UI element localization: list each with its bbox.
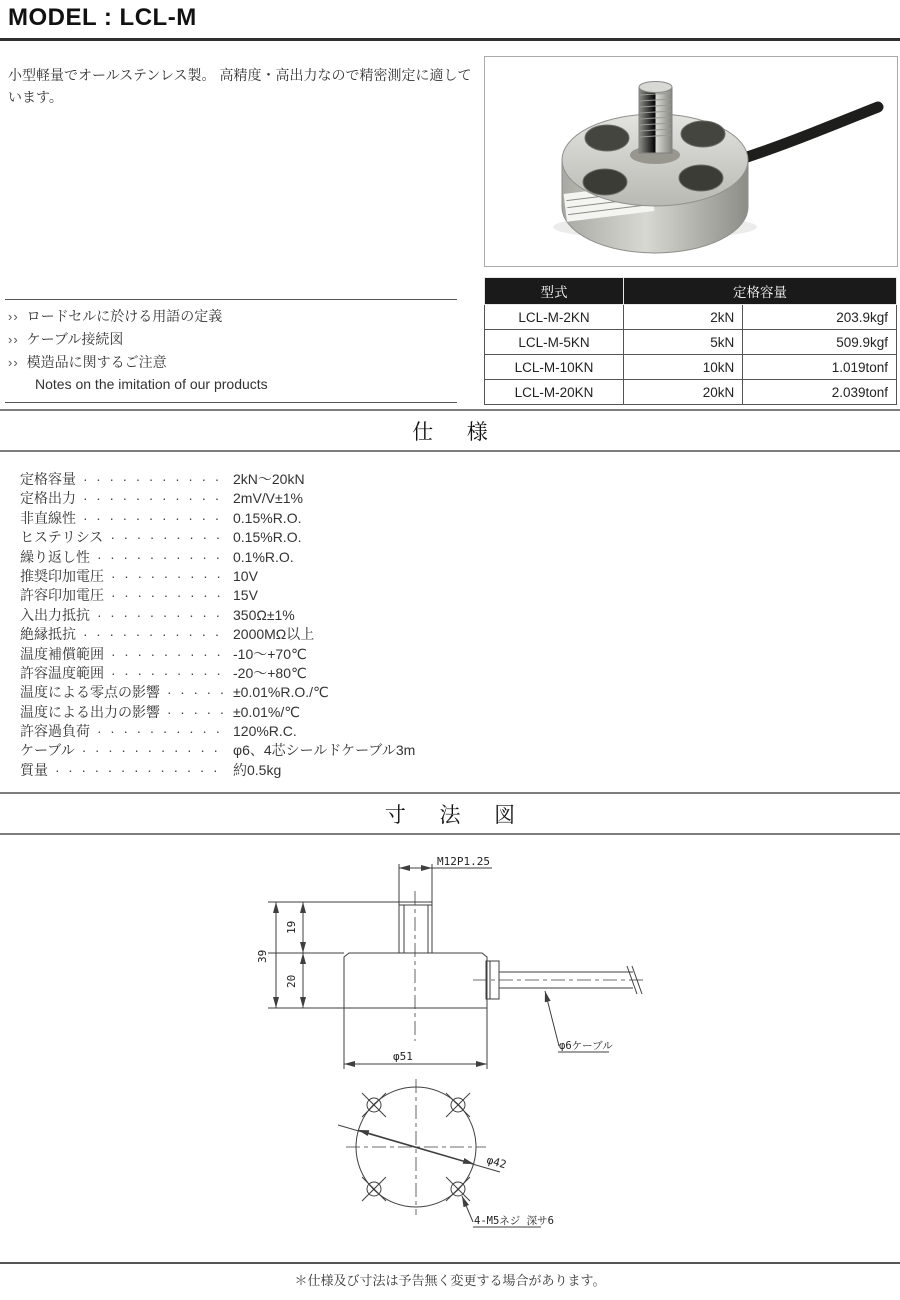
- model-cell: LCL-M-20KN: [485, 380, 624, 405]
- spec-label: 絶縁抵抗: [20, 626, 76, 643]
- page-title: MODEL : LCL-M: [8, 4, 197, 31]
- body-outline: [344, 953, 487, 1008]
- title-rule: [0, 38, 900, 41]
- spec-label: 推奨印加電圧: [20, 567, 104, 584]
- bolt-hole: [585, 125, 629, 151]
- ratings-row: [485, 380, 897, 405]
- bolt-hole: [679, 165, 723, 191]
- spec-leader-dots: ···········: [83, 490, 228, 507]
- bolt-circle-diameter-dimension: φ42: [485, 1153, 508, 1172]
- capacity-kn-cell: 20kN: [624, 380, 743, 405]
- spec-row: [20, 625, 620, 644]
- spec-row: [20, 489, 620, 508]
- related-link-label: ロードセルに於ける用語の定義: [26, 308, 223, 324]
- bolt-hole: [583, 169, 627, 195]
- bolt-hole: [681, 121, 725, 147]
- spec-label: 定格出力: [20, 490, 76, 507]
- spec-leader-dots: ···········: [83, 509, 228, 526]
- spec-leader-dots: ·········: [111, 587, 230, 604]
- spec-value: 120%R.C.: [233, 723, 297, 740]
- stud-height-dimension: 19: [285, 920, 298, 934]
- body-diameter-dimension: φ51: [393, 1050, 413, 1063]
- spec-label: 繰り返し性: [20, 548, 90, 565]
- spec-row: [20, 703, 620, 722]
- spec-list: [20, 470, 620, 780]
- spec-leader-dots: ··········: [97, 606, 229, 623]
- product-photo-box: [484, 56, 898, 267]
- spec-leader-dots: ·········: [110, 529, 229, 546]
- spec-value: 2kN～20kN: [233, 471, 305, 487]
- spec-leader-dots: ·····: [167, 684, 233, 701]
- spec-value: 0.15%R.O.: [233, 529, 302, 546]
- spec-label: 温度による零点の影響: [20, 684, 160, 701]
- threaded-stud: [639, 82, 672, 154]
- dimensional-drawing: [0, 845, 900, 1255]
- spec-row: [20, 586, 620, 605]
- spec-label: ケーブル: [20, 742, 75, 759]
- spec-leader-dots: ·········: [111, 664, 230, 681]
- spec-label: 許容温度範囲: [20, 664, 104, 681]
- spec-leader-dots: ·········: [111, 645, 230, 662]
- double-chevron-icon: ››: [8, 332, 19, 347]
- spec-value: 350Ω±1%: [233, 606, 295, 623]
- spec-label: 非直線性: [20, 509, 76, 526]
- cable-leader-label: φ6ケーブル: [559, 1040, 613, 1052]
- spec-row: [20, 509, 620, 528]
- capacity-kn-cell: 10kN: [624, 355, 743, 380]
- spec-label: 定格容量: [20, 471, 76, 487]
- spec-row: [20, 761, 620, 780]
- body-height-dimension: 20: [285, 974, 298, 988]
- spec-label: 許容過負荷: [20, 723, 90, 740]
- spec-value: -20～+80℃: [233, 664, 307, 681]
- spec-section-header: [0, 409, 900, 452]
- total-height-dimension: 39: [256, 949, 269, 963]
- spec-value: φ6、4芯シールドケーブル3m: [233, 742, 416, 759]
- spec-label: 温度補償範囲: [20, 645, 104, 662]
- product-photo: [485, 57, 897, 266]
- spec-row: [20, 741, 620, 760]
- spec-leader-dots: ···········: [83, 626, 228, 643]
- dimensions-section-header: [0, 792, 900, 835]
- related-link[interactable]: [5, 328, 457, 351]
- spec-value: ±0.01%/℃: [233, 703, 300, 720]
- spec-leader-dots: ·····: [167, 703, 233, 720]
- spec-label: 許容印加電圧: [20, 587, 104, 604]
- spec-value: -10～+70℃: [233, 645, 307, 662]
- ratings-table: [484, 277, 897, 405]
- spec-row: [20, 470, 620, 489]
- footer-rule: [0, 1262, 900, 1264]
- spec-leader-dots: ···········: [83, 471, 228, 487]
- spec-leader-dots: ··········: [97, 723, 229, 740]
- related-link-subtitle: Notes on the imitation of our products: [35, 376, 268, 392]
- capacity-kn-cell: 2kN: [624, 305, 743, 330]
- spec-label: 温度による出力の影響: [20, 703, 160, 720]
- spec-leader-dots: ·············: [55, 761, 227, 778]
- spec-label: 入出力抵抗: [20, 606, 90, 623]
- ratings-row: [485, 305, 897, 330]
- model-cell: LCL-M-2KN: [485, 305, 624, 330]
- ratings-col-capacity: 定格容量: [624, 278, 897, 305]
- spec-section-title: 仕様: [412, 420, 522, 444]
- spec-value: 0.1%R.O.: [233, 548, 294, 565]
- cable: [735, 107, 878, 161]
- capacity-converted-cell: 509.9kgf: [743, 330, 897, 355]
- spec-value: ±0.01%R.O./℃: [233, 684, 329, 701]
- dimensions-section-title: 寸法図: [384, 803, 549, 827]
- related-links: [5, 299, 457, 403]
- spec-row: [20, 664, 620, 683]
- related-link-label: 模造品に関するご注意: [26, 354, 167, 370]
- spec-leader-dots: ·········: [111, 567, 230, 584]
- spec-row: [20, 722, 620, 741]
- spec-row: [20, 567, 620, 586]
- capacity-converted-cell: 1.019tonf: [743, 355, 897, 380]
- spec-row: [20, 528, 620, 547]
- related-link[interactable]: [5, 305, 457, 328]
- spec-value: 2000MΩ以上: [233, 626, 315, 643]
- bottom-view: [338, 1079, 554, 1227]
- model-cell: LCL-M-5KN: [485, 330, 624, 355]
- spec-value: 10V: [233, 567, 258, 584]
- spec-leader-dots: ··········: [97, 548, 229, 565]
- screw-leader-label: 4-M5ネジ 深サ6: [474, 1215, 554, 1227]
- spec-value: 約0.5kg: [233, 761, 282, 778]
- capacity-converted-cell: 2.039tonf: [743, 380, 897, 405]
- spec-label: ヒステリシス: [20, 529, 104, 546]
- spec-value: 0.15%R.O.: [233, 509, 302, 526]
- spec-row: [20, 606, 620, 625]
- product-description: 小型軽量でオールステンレス製。 高精度・高出力なので精密測定に適しています。: [8, 67, 472, 105]
- ratings-row: [485, 330, 897, 355]
- footer-note: ＊仕様及び寸法は予告無く変更する場合があります。: [294, 1273, 606, 1288]
- double-chevron-icon: ››: [8, 355, 19, 370]
- spec-value: 2mV/V±1%: [233, 490, 303, 507]
- ratings-row: [485, 355, 897, 380]
- spec-row: [20, 645, 620, 664]
- spec-row: [20, 548, 620, 567]
- capacity-kn-cell: 5kN: [624, 330, 743, 355]
- side-view: [256, 855, 646, 1069]
- related-link[interactable]: [5, 351, 457, 374]
- spec-label: 質量: [20, 761, 48, 778]
- ratings-col-model: 型式: [485, 278, 624, 305]
- model-cell: LCL-M-10KN: [485, 355, 624, 380]
- capacity-converted-cell: 203.9kgf: [743, 305, 897, 330]
- spec-value: 15V: [233, 587, 258, 604]
- related-link-label: ケーブル接続図: [26, 331, 124, 347]
- thread-dimension-label: M12P1.25: [437, 855, 490, 868]
- spec-leader-dots: ···········: [81, 742, 227, 759]
- double-chevron-icon: ››: [8, 309, 19, 324]
- spec-row: [20, 683, 620, 702]
